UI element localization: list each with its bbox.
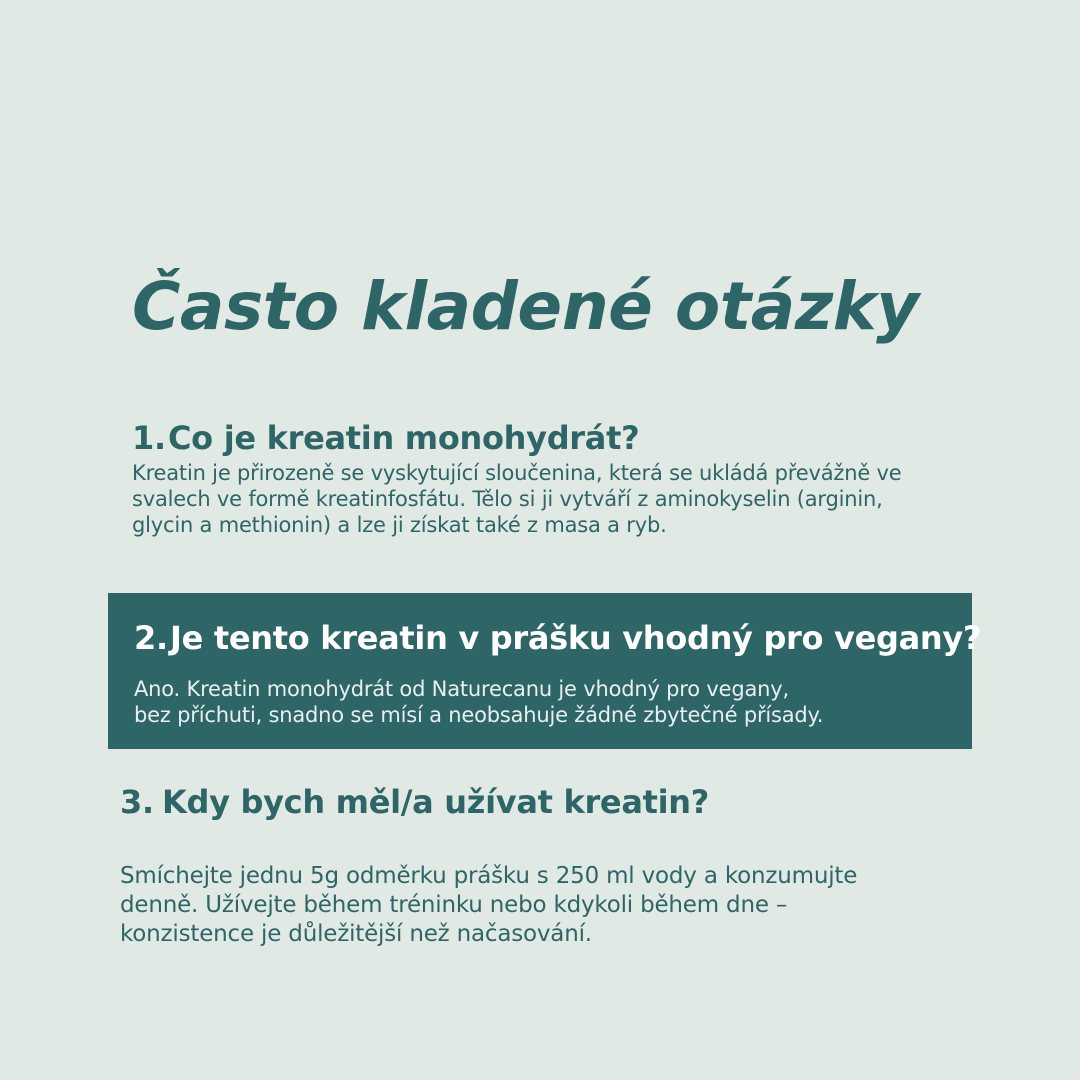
faq-answer-2-line-2: bez příchuti, snadno se mísí a neobsahuje žádné zbytečné přísady. xyxy=(134,703,824,727)
faq-item-2 xyxy=(134,618,981,728)
faq-number-1: 1. xyxy=(132,419,166,457)
faq-answer-1-line-2: svalech ve formě kreatinfosfátu. Tělo si ji vytváří z aminokyselin (arginin, xyxy=(132,487,883,511)
faq-question-text-2: Je tento kreatin v prášku vhodný pro vegany? xyxy=(170,619,982,657)
faq-answer-3-line-2: denně. Užívejte během tréninku nebo kdykoli během dne – xyxy=(120,892,788,918)
faq-answer-3-line-1: Smíchejte jednu 5g odměrku prášku s 250 ml vody a konzumujte xyxy=(120,863,858,889)
faq-answer-2-line-1: Ano. Kreatin monohydrát od Naturecanu je vhodný pro vegany, xyxy=(134,677,789,701)
faq-item-1 xyxy=(132,418,901,538)
faq-question-text-3: Kdy bych měl/a užívat kreatin? xyxy=(162,783,710,821)
faq-question-3 xyxy=(120,782,857,822)
faq-question-2 xyxy=(134,618,981,658)
faq-answer-2 xyxy=(134,676,981,728)
faq-answer-3 xyxy=(120,862,857,949)
faq-question-1 xyxy=(132,418,901,458)
page-title: Často kladené otázky xyxy=(132,268,919,345)
faq-number-3: 3. xyxy=(120,783,154,821)
faq-number-2: 2. xyxy=(134,619,168,657)
faq-item-3 xyxy=(120,782,857,949)
faq-answer-3-line-3: konzistence je důležitější než načasování. xyxy=(120,921,592,947)
faq-answer-1-line-1: Kreatin je přirozeně se vyskytující sloučenina, která se ukládá převážně ve xyxy=(132,461,902,485)
faq-question-text-1: Co je kreatin monohydrát? xyxy=(168,419,640,457)
faq-answer-1-line-3: glycin a methionin) a lze ji získat také z masa a ryb. xyxy=(132,513,667,537)
faq-answer-1 xyxy=(132,460,901,538)
